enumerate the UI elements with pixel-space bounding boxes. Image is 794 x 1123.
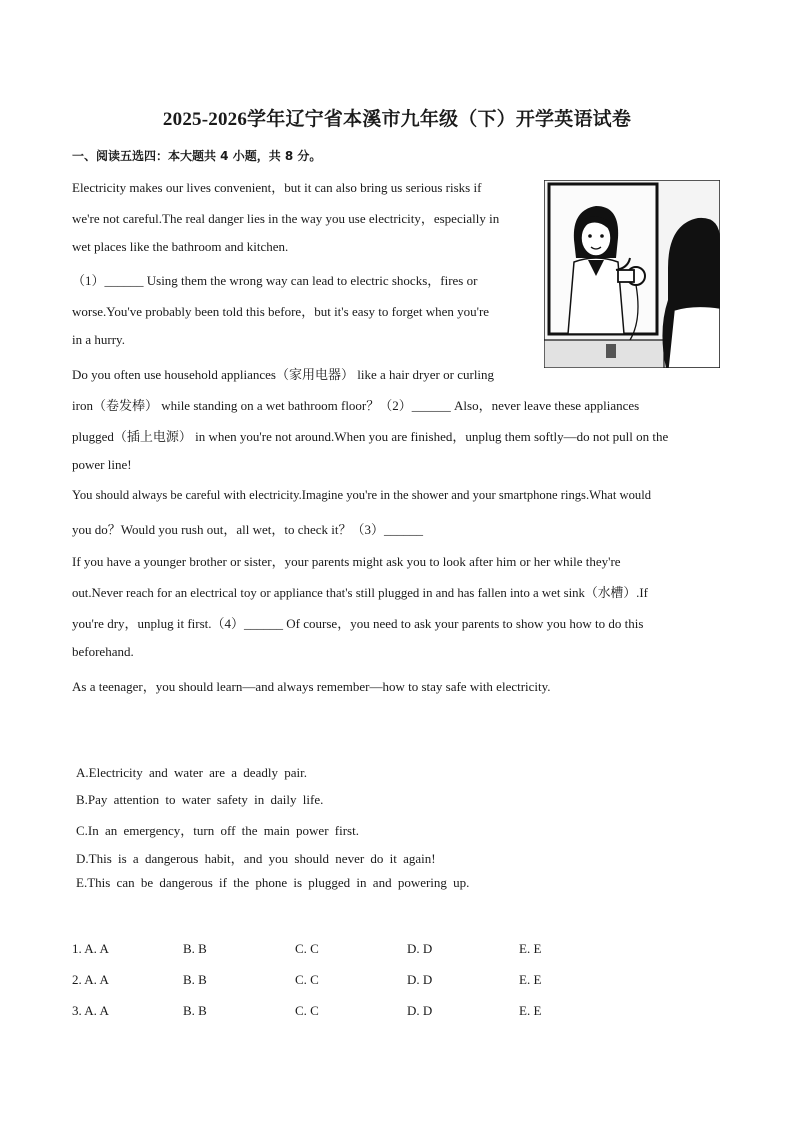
option-d: D.This is a dangerous habit，and you should never do it again! xyxy=(76,851,436,866)
option-c: C.In an emergency，turn off the main power first. xyxy=(76,823,359,838)
answer-choice-d[interactable]: D. D xyxy=(407,941,433,956)
answer-choice-c[interactable]: C. C xyxy=(295,972,319,987)
question-row-3 xyxy=(72,1003,632,1021)
passage-line: power line! xyxy=(72,457,132,472)
answer-choice-d[interactable]: D. D xyxy=(407,1003,433,1018)
passage-line: If you have a younger brother or sister，your parents might ask you to look after him or her while they're xyxy=(72,554,621,569)
answer-choice-d[interactable]: D. D xyxy=(407,972,433,987)
passage-line: Do you often use household appliances（家用电器） like a hair dryer or curling xyxy=(72,367,495,382)
passage-line: in a hurry. xyxy=(72,332,125,347)
answer-choice-a[interactable]: 3. A. A xyxy=(72,1003,109,1018)
answer-choice-c[interactable]: C. C xyxy=(295,941,319,956)
illustration-girl-hair-dryer xyxy=(544,180,720,368)
passage-line: Electricity makes our lives convenient，but it can also bring us serious risks if xyxy=(72,180,482,195)
passage-line: You should always be careful with electricity.Imagine you're in the shower and your smartphone rings.What would xyxy=(72,488,651,502)
passage-line: wet places like the bathroom and kitchen. xyxy=(72,239,289,254)
option-e: E.This can be dangerous if the phone is plugged in and powering up. xyxy=(76,875,470,890)
passage-line: （1）______ Using them the wrong way can lead to electric shocks，fires or xyxy=(72,273,478,288)
answer-choice-a[interactable]: 2. A. A xyxy=(72,972,109,987)
answer-choice-e[interactable]: E. E xyxy=(519,1003,542,1018)
passage-line: we're not careful.The real danger lies in the way you use electricity，especially in xyxy=(72,211,500,226)
exam-title: 2025-2026学年辽宁省本溪市九年级（下）开学英语试卷 xyxy=(162,109,632,130)
question-row-2 xyxy=(72,972,632,990)
answer-choice-e[interactable]: E. E xyxy=(519,972,542,987)
answer-choice-b[interactable]: B. B xyxy=(183,1003,207,1018)
passage-line: worse.You've probably been told this before，but it's easy to forget when you're xyxy=(72,304,490,319)
passage-line: plugged（插上电源） in when you're not around.When you are finished，unplug them softly—do not pull on the xyxy=(72,429,669,444)
answer-choice-b[interactable]: B. B xyxy=(183,941,207,956)
answer-choice-e[interactable]: E. E xyxy=(519,941,542,956)
passage-line: beforehand. xyxy=(72,644,134,659)
question-row-1 xyxy=(72,941,632,959)
passage-line: out.Never reach for an electrical toy or appliance that's still plugged in and has fallen into a wet sink（水槽）.If xyxy=(72,586,648,600)
passage-line: you're dry，unplug it first.（4）______ Of course，you need to ask your parents to show you how to do this xyxy=(72,616,644,631)
answer-choice-b[interactable]: B. B xyxy=(183,972,207,987)
answer-choice-a[interactable]: 1. A. A xyxy=(72,941,109,956)
passage-line: you do？Would you rush out，all wet，to check it？（3）______ xyxy=(72,522,424,537)
option-a: A.Electricity and water are a deadly pair. xyxy=(76,765,307,780)
passage-line: As a teenager，you should learn—and always remember—how to stay safe with electricity. xyxy=(72,679,551,694)
section-heading: 一、阅读五选四：本大题共 4 小题，共 8 分。 xyxy=(72,149,322,163)
option-b: B.Pay attention to water safety in daily life. xyxy=(76,792,324,807)
answer-choice-c[interactable]: C. C xyxy=(295,1003,319,1018)
passage-line: iron（卷发棒） while standing on a wet bathroom floor？（2）______ Also，never leave these appliances xyxy=(72,398,640,413)
